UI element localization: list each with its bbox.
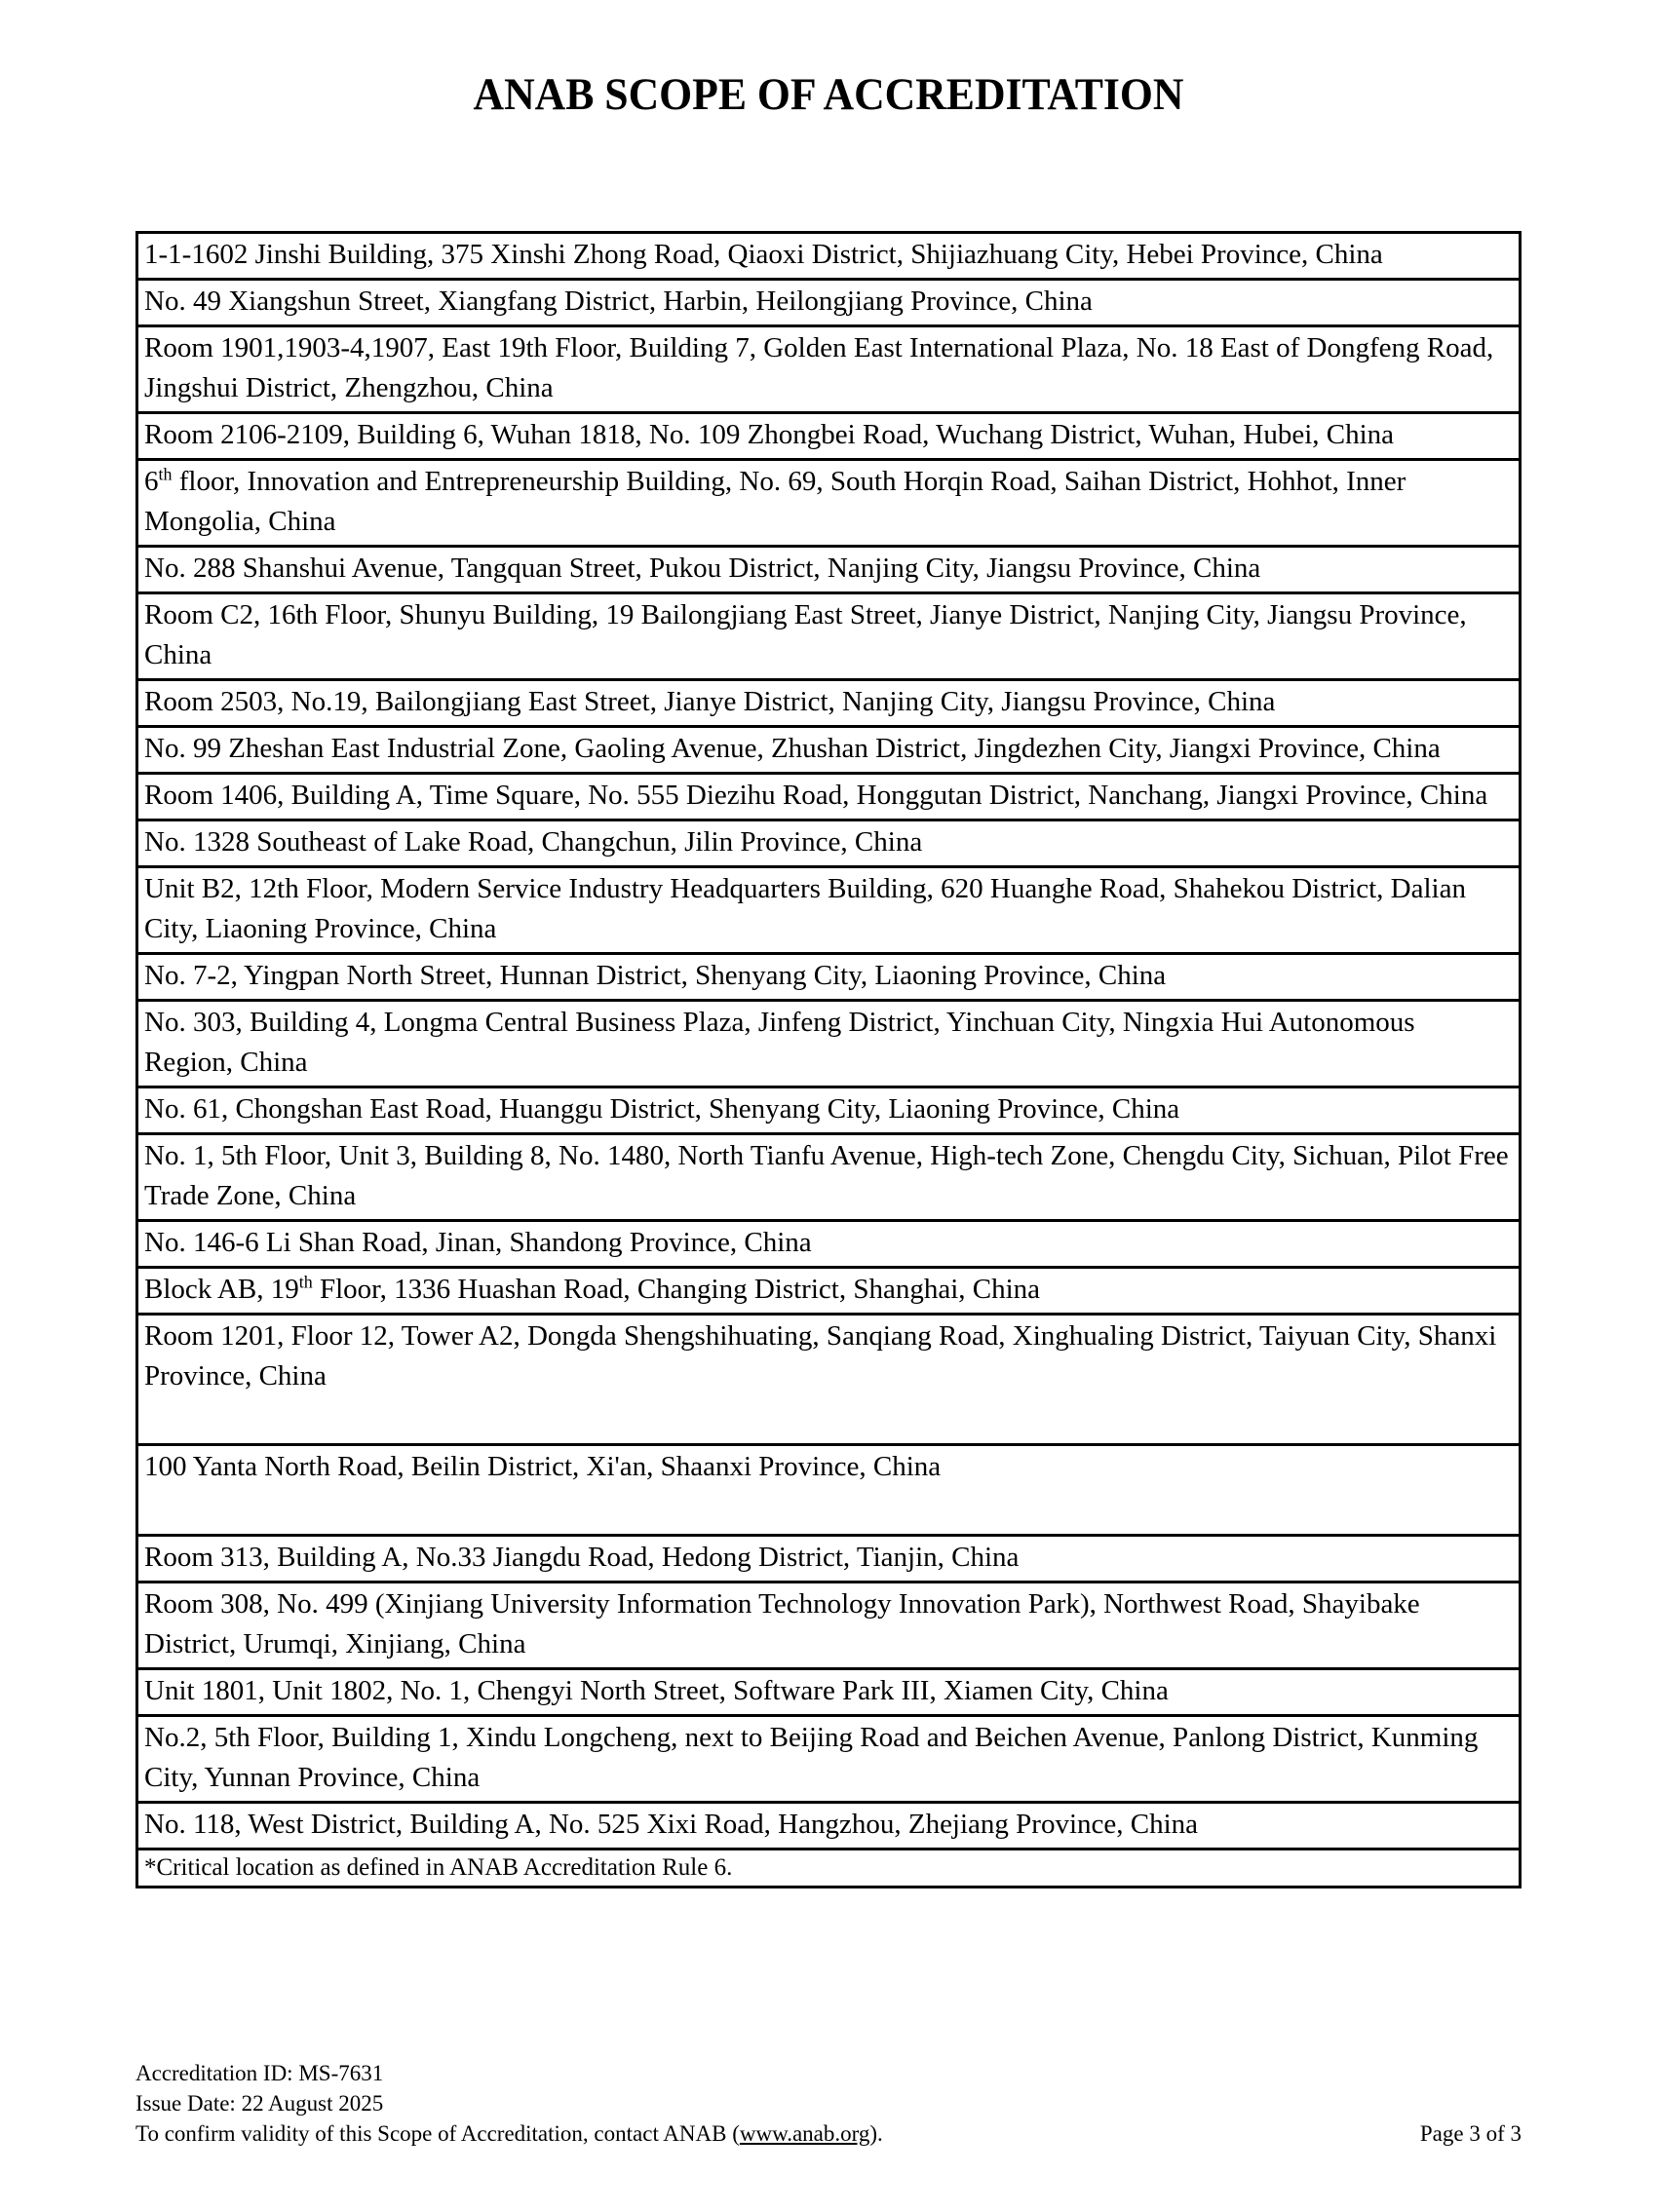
address-row: Room 308, No. 499 (Xinjiang University Information Technology Innovation Park), Northwest Road, Shayibake District, Urumqi, Xinjiang, China [138,1581,1519,1667]
address-row: Unit 1801, Unit 1802, No. 1, Chengyi North Street, Software Park III, Xiamen City, China [138,1667,1519,1714]
table-footnote-row: *Critical location as defined in ANAB Accreditation Rule 6. [138,1848,1519,1886]
anab-website-link[interactable]: www.anab.org [739,2121,870,2146]
address-row: 100 Yanta North Road, Beilin District, Xi'an, Shaanxi Province, China [138,1443,1519,1534]
address-row: Room 1901,1903-4,1907, East 19th Floor, Building 7, Golden East International Plaza, No. 18 East of Dongfeng Road, Jingshui District, Zhengzhou, China [138,324,1519,411]
address-row: Room 1406, Building A, Time Square, No. 555 Diezihu Road, Honggutan District, Nanchang, Jiangxi Province, China [138,772,1519,819]
address-row: No. 99 Zheshan East Industrial Zone, Gaoling Avenue, Zhushan District, Jingdezhen City, Jiangxi Province, China [138,725,1519,772]
issue-date: Issue Date: 22 August 2025 [135,2091,384,2116]
ordinal-superscript: th [158,464,173,484]
address-row: Room 313, Building A, No.33 Jiangdu Road, Hedong District, Tianjin, China [138,1534,1519,1581]
address-row: No. 61, Chongshan East Road, Huanggu District, Shenyang City, Liaoning Province, China [138,1086,1519,1132]
address-row: Room 2106-2109, Building 6, Wuhan 1818, No. 109 Zhongbei Road, Wuchang District, Wuhan, Hubei, China [138,411,1519,458]
address-row: Unit B2, 12th Floor, Modern Service Industry Headquarters Building, 620 Huanghe Road, Shahekou District, Dalian City, Liaoning Province, China [138,865,1519,952]
address-row: 6th floor, Innovation and Entrepreneurship Building, No. 69, South Horqin Road, Saihan District, Hohhot, Inner Mongolia, China [138,458,1519,545]
confirm-validity-text: To confirm validity of this Scope of Accreditation, contact ANAB ( [135,2121,740,2146]
page-number: Page 3 of 3 [1419,2121,1522,2146]
address-row: No. 146-6 Li Shan Road, Jinan, Shandong Province, China [138,1219,1519,1266]
address-row: 1-1-1602 Jinshi Building, 375 Xinshi Zhong Road, Qiaoxi District, Shijiazhuang City, Hebei Province, China [144,239,1383,270]
address-row: Block AB, 19th Floor, 1336 Huashan Road, Changing District, Shanghai, China [138,1266,1519,1313]
ordinal-superscript: th [298,1272,313,1292]
address-row: Room 2503, No.19, Bailongjiang East Street, Jianye District, Nanjing City, Jiangsu Province, China [138,678,1519,725]
address-table [135,231,1522,1888]
confirm-validity-suffix: ). [869,2121,883,2146]
address-row: No. 118, West District, Building A, No. 525 Xixi Road, Hangzhou, Zhejiang Province, China [138,1801,1519,1848]
address-row: No.2, 5th Floor, Building 1, Xindu Longcheng, next to Beijing Road and Beichen Avenue, Panlong District, Kunming City, Yunnan Province, China [138,1714,1519,1801]
accreditation-id: Accreditation ID: MS-7631 [135,2061,384,2085]
address-row: No. 7-2, Yingpan North Street, Hunnan District, Shenyang City, Liaoning Province, China [138,952,1519,999]
address-row: Room C2, 16th Floor, Shunyu Building, 19 Bailongjiang East Street, Jianye District, Nanjing City, Jiangsu Province, China [138,591,1519,678]
address-row: No. 303, Building 4, Longma Central Business Plaza, Jinfeng District, Yinchuan City, Ningxia Hui Autonomous Region, China [138,999,1519,1086]
confirm-validity-line [135,2118,1522,2149]
address-row: Room 1201, Floor 12, Tower A2, Dongda Shengshihuating, Sanqiang Road, Xinghualing District, Taiyuan City, Shanxi Province, China [138,1313,1519,1443]
address-row: No. 288 Shanshui Avenue, Tangquan Street, Pukou District, Nanjing City, Jiangsu Province, China [138,545,1519,591]
address-row: No. 1, 5th Floor, Unit 3, Building 8, No. 1480, North Tianfu Avenue, High-tech Zone, Chengdu City, Sichuan, Pilot Free Trade Zone, China [138,1132,1519,1219]
footer [135,2058,1522,2149]
address-row: No. 1328 Southeast of Lake Road, Changchun, Jilin Province, China [138,819,1519,865]
page-title: ANAB SCOPE OF ACCREDITATION [473,69,1184,120]
address-row: No. 49 Xiangshun Street, Xiangfang District, Harbin, Heilongjiang Province, China [138,278,1519,324]
